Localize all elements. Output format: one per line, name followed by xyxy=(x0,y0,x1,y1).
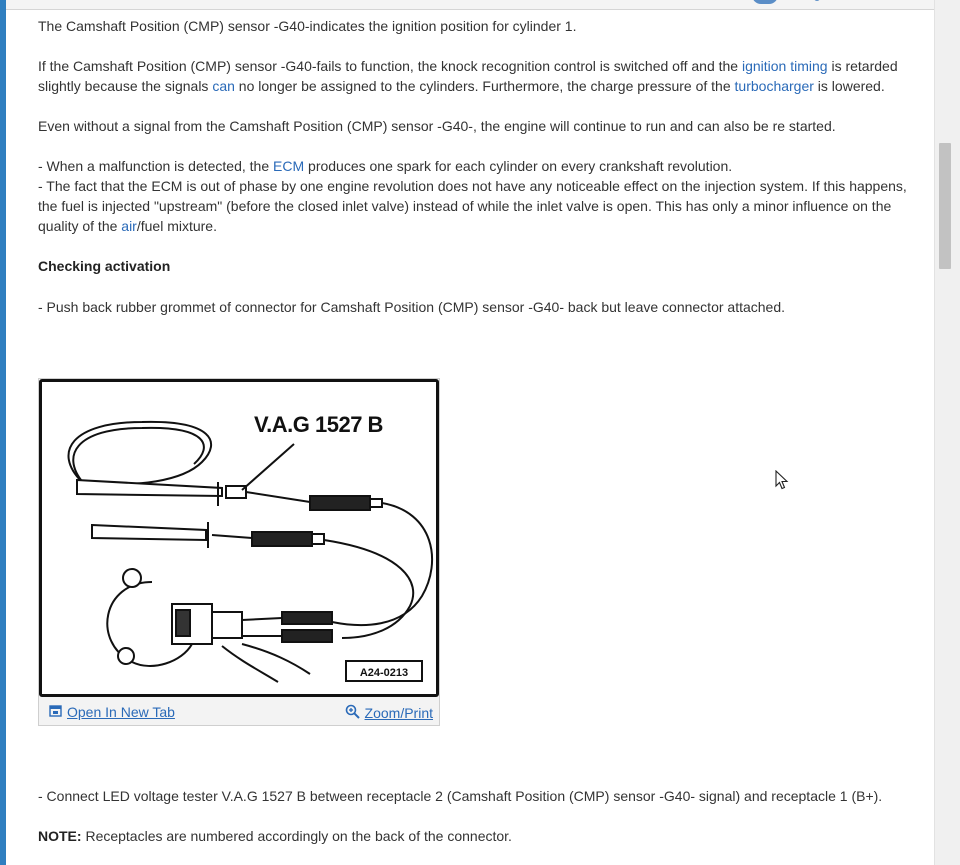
link-turbocharger[interactable]: turbocharger xyxy=(734,78,814,94)
figure-title: V.A.G 1527 B xyxy=(254,412,383,437)
scrollbar-thumb[interactable] xyxy=(939,143,951,269)
link-can[interactable]: can xyxy=(212,78,235,94)
bullet-malfunction: - When a malfunction is detected, the ECM produces one spark for each cylinder on every crankshaft revolution. xyxy=(38,158,733,174)
figure-vag-1527b xyxy=(38,378,440,726)
article-body xyxy=(38,16,928,317)
link-ignition-timing[interactable]: ignition timing xyxy=(741,58,828,74)
figure-toolbar xyxy=(39,699,439,725)
figure-code: A24-0213 xyxy=(345,660,423,682)
vertical-scrollbar[interactable] xyxy=(934,0,960,865)
article-page xyxy=(6,0,934,865)
open-in-new-tab-icon xyxy=(49,704,62,720)
header-edge xyxy=(6,0,934,10)
link-ecm[interactable]: ECM xyxy=(273,158,305,174)
note-receptacles: NOTE: Receptacles are numbered accordingly on the back of the connector. xyxy=(38,828,512,844)
link-air[interactable]: air xyxy=(121,218,137,234)
bullet-phase: - The fact that the ECM is out of phase by one engine revolution does not have any noticeable effect on the injection system. If this happens, the fuel is injected "upstream" (before the closed inlet valve) instead of while the inlet valve is open. This has only a minor influence on the quality of the air/fuel mixture. xyxy=(38,178,907,234)
zoom-print-link[interactable]: Zoom/Print xyxy=(345,704,433,722)
magnifier-plus-icon xyxy=(345,704,360,722)
open-in-new-tab-link[interactable]: Open In New Tab xyxy=(49,704,175,720)
step-connect-tester: - Connect LED voltage tester V.A.G 1527 B between receptacle 2 (Camshaft Position (CMP) sensor -G40- signal) and receptacle 1 (B+). xyxy=(38,788,883,804)
paragraph-no-signal: Even without a signal from the Camshaft Position (CMP) sensor -G40-, the engine will continue to run and can also be re started. xyxy=(38,118,836,134)
paragraph-g40-intro: The Camshaft Position (CMP) sensor -G40-indicates the ignition position for cylinder 1. xyxy=(38,18,577,34)
mouse-cursor-icon xyxy=(775,470,789,495)
step-grommet: - Push back rubber grommet of connector for Camshaft Position (CMP) sensor -G40- back but leave connector attached. xyxy=(38,299,786,315)
section-heading: Checking activation xyxy=(38,258,171,274)
header-badge-icon[interactable] xyxy=(752,0,778,4)
header-dot-icon[interactable] xyxy=(814,0,820,1)
paragraph-g40-failure: If the Camshaft Position (CMP) sensor -G40-fails to function, the knock recognition control is switched off and the ignition timing is retarded slightly because the signals can no longer be assigned to the cylinders. Furthermore, the charge pressure of the turbocharger is lowered. xyxy=(38,58,898,94)
article-lower xyxy=(38,786,928,846)
figure-image[interactable] xyxy=(39,379,439,697)
